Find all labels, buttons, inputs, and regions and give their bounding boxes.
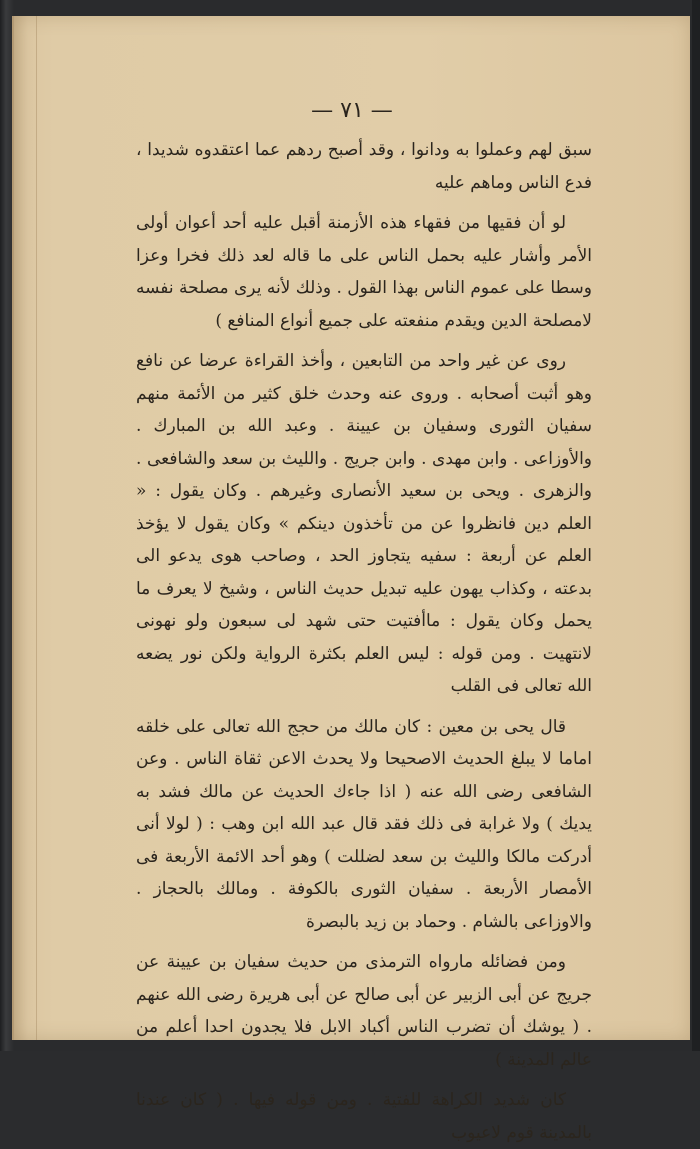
book-cover-edge: [692, 0, 700, 1051]
paragraph: لو أن فقيها من فقهاء هذه الأزمنة أقبل عليه أحد أعوان أولى الأمر وأشار عليه بحمل الناس على ما قاله لعد ذلك فخرا وعزا وسطا على عموم الناس بهذا القول . وذلك لأنه يرى مصلحة نفسه لامصلحة الدين ويقدم منفعته على جميع أنواع المنافع ): [136, 213, 592, 331]
paragraph: ومن فضائله مارواه الترمذى من حديث سفيان بن عيينة عن جريج عن أبى الزبير عن أبى صالح عن أبى هريرة رضى الله عنهم . ( يوشك أن تضرب الناس أكباد الابل فلا يجدون احدا أعلم من عالم المدينة ): [136, 952, 592, 1070]
page-number: — ٧١ —: [311, 98, 393, 123]
scanned-page: [12, 16, 690, 1143]
paragraph: روى عن غير واحد من التابعين ، وأخذ القراءة عرضا عن نافع وهو أثبت أصحابه . وروى عنه وحدث خلق كثير من الأئمة منهم سفيان الثورى وسفيان بن عيينة . وعبد الله بن المبارك . والأوزاعى . وابن مهدى . وابن جريج . والليث بن سعد والشافعى . والزهرى . ويحى بن سعيد الأنصارى وغيرهم . وكان يقول : « العلم دين فانظروا عن من تأخذون دينكم » وكان يقول لا يؤخذ العلم عن أربعة : سفيه يتجاوز الحد ، وصاحب هوى يدعو الى بدعته ، وكذاب يهون عليه تبديل حديث الناس ، وشيخ لا يعرف ما يحمل وكان يقول : ماأفتيت حتى شهد لى سبعون ولو نهونى لانتهيت . ومن قوله : ليس العلم بكثرة الرواية ولكن نور يضعه الله تعالى فى القلب: [136, 351, 592, 696]
body-text: [136, 134, 592, 1149]
paragraph: كان شديد الكراهة للفتية . ومن قوله فيها . ( كان عندنا بالمدينة قوم لاعيوب: [136, 1090, 592, 1143]
paragraph: قال يحى بن معين : كان مالك من حجج الله تعالى على خلقه اماما لا يبلغ الحديث الاصحيحا ولا يحدث الاعن ثقاة الناس . وعن الشافعى رضى الله عنه ( اذا جاءك الحديث عن مالك فشد به يديك ) ولا غرابة فى ذلك فقد قال عبد الله ابن وهب : ( لولا أنى أدركت مالكا والليث بن سعد لضللت ) وهو أحد الائمة الأربعة فى الأمصار الأربعة . سفيان الثورى بالكوفة . ومالك بالحجاز . والاوزاعى بالشام . وحماد بن زيد بالبصرة: [136, 716, 592, 932]
paragraph-continuation: سبق لهم وعملوا به ودانوا ، وقد أصبح ردهم عما اعتقدوه شديدا ، فدع الناس وماهم عليه: [136, 140, 592, 193]
